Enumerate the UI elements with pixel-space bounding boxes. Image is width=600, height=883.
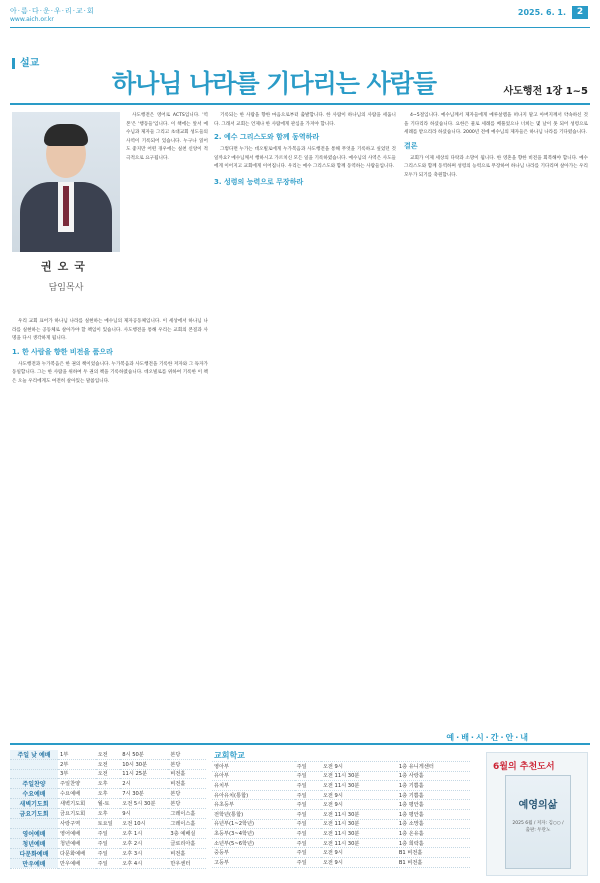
- school-day: 주일: [295, 771, 321, 781]
- school-time: 오전 11시 30분: [321, 829, 397, 839]
- school-day: 주일: [295, 819, 321, 829]
- schedule-label: 예·배·시·간·안·내: [446, 733, 530, 742]
- worship-group: 청년예배: [10, 838, 58, 848]
- school-time: 오전 11시 30분: [321, 838, 397, 848]
- school-day: 주일: [295, 781, 321, 791]
- page-header: [0, 0, 600, 48]
- worship-name: 만우예배: [58, 858, 96, 868]
- worship-time: 2시: [120, 779, 168, 789]
- worship-row: [10, 789, 206, 799]
- worship-group: 주일찬양: [10, 779, 58, 789]
- worship-time: 오후 1시: [120, 828, 168, 838]
- worship-place: 비전홀: [168, 769, 206, 779]
- scripture-reference: 사도행전 1장 1~5: [503, 86, 588, 97]
- book-cover: [505, 775, 571, 869]
- school-time: 오전 11시 30분: [321, 819, 397, 829]
- col2-top: 기록되는 한 사람을 향한 마음으로부터 출발합니다. 한 사람이 하나님의 사람을 세웁니다. 그래서 교회는 언제나 한 사람에게 관심을 가져야 합니다.: [214, 113, 396, 127]
- school-place: 1층 기쁨홀: [397, 790, 470, 800]
- worship-day: 주일: [96, 848, 121, 858]
- issue-date: 2025. 6. 1.: [517, 8, 566, 17]
- church-school-heading: 교회학교: [212, 750, 470, 762]
- worship-name: 주일찬양: [58, 779, 96, 789]
- col1-paragraph: 우리 교회 표어가 하나님 나라를 실현하는 예수님의 제자공동체입니다. 이 세상에서 하나님 나라를 실현하는 공동체로 살아가야 할 책임이 있습니다. 사도행전을 통해 우리는 교회의 본질과 사명을 다시 생각하게 됩니다.: [12, 319, 208, 342]
- col1-body: 사도행전과 누가복음은 한 권의 책이었습니다. 누가복음과 사도행전을 기록한 저자와 그 독자가 동일합니다. 그는 한 사람을 위하여 두 권의 책을 기록하였습니다. 데오빌로를 위하여 기록한 이 책은 오늘 우리에게도 여전히 살아있는 말씀입니다.: [12, 361, 208, 384]
- school-row: [212, 800, 470, 810]
- school-row: [212, 781, 470, 791]
- worship-row: [10, 819, 206, 829]
- worship-row: [10, 838, 206, 848]
- worship-time: 8시 50분: [120, 750, 168, 760]
- worship-day: 오전: [96, 769, 121, 779]
- worship-day: 주일: [96, 858, 121, 868]
- school-day: 주일: [295, 790, 321, 800]
- worship-place: 본당: [168, 789, 206, 799]
- header-divider: [10, 27, 590, 28]
- subheading-2: 2. 예수 그리스도와 함께 동역하라: [214, 133, 320, 142]
- school-dept: 유년부(1~2학년): [212, 819, 295, 829]
- school-day: 주일: [295, 762, 321, 772]
- school-day: 주일: [295, 838, 321, 848]
- school-place: 1층 평안홀: [397, 800, 470, 810]
- worship-group: 주일 낮 예배: [10, 750, 58, 760]
- worship-row: [10, 848, 206, 858]
- photo-hair: [44, 124, 88, 146]
- site-url[interactable]: www.aich.or.kr: [10, 16, 54, 23]
- conclusion-heading: 결론: [404, 141, 418, 150]
- title-divider: [10, 103, 590, 105]
- worship-place: 비전홀: [168, 848, 206, 858]
- school-dept: 유아부: [212, 771, 295, 781]
- worship-time: 오후 4시: [120, 858, 168, 868]
- school-dept: 소년부(5~6학년): [212, 838, 295, 848]
- school-place: B1 비전홀: [397, 857, 470, 867]
- school-place: 1층 소망홀: [397, 819, 470, 829]
- book-title: 예영의삶: [518, 800, 558, 811]
- school-row: [212, 771, 470, 781]
- pastor-name-box: [12, 252, 120, 310]
- worship-name: 2부: [58, 760, 96, 770]
- col3-end: 교회가 이제 세상의 다락과 소망이 됩니다. 한 영혼을 향한 비전을 회복해야 합니다. 예수 그리스도와 함께 동역하며 성령의 능력으로 무장하여 하나님 나라를 기다리며 살아가는 우리 모두가 되기를 축원합니다.: [404, 155, 588, 178]
- school-day: 주일: [295, 800, 321, 810]
- worship-day: 토요일: [96, 819, 121, 829]
- worship-schedule-table: [10, 750, 206, 869]
- worship-name: 3부: [58, 769, 96, 779]
- school-time: 오전 9시: [321, 857, 397, 867]
- church-school-table: [212, 750, 470, 868]
- school-time: 오전 9시: [321, 790, 397, 800]
- schedule-divider: [10, 743, 590, 745]
- col3-body: 4~5절입니다. 예수님께서 제자들에게 예루살렘을 떠나지 말고 아버지께서 약속하신 것을 기다리라 하셨습니다. 요한은 물로 세례를 베풀었으나 너희는 몇 날이 못 되어 성령으로 세례를 받으리라 하셨습니다. 2000년 전에 예수님의 제자들은 하나님 나라를 기다렸습니다.: [404, 113, 588, 136]
- sermon-title: 하나님 나라를 기다리는 사람들: [112, 69, 437, 98]
- worship-day: 오후: [96, 789, 121, 799]
- book-label: 6월의 추천도서: [493, 762, 555, 772]
- book-info: 2025 6월 / 저자: 김○○ / 출판: 두란노: [512, 821, 564, 833]
- worship-day: 주일: [96, 828, 121, 838]
- school-row: [212, 762, 470, 772]
- pastor-name: 권오국: [41, 260, 91, 273]
- school-time: 오전 11시 30분: [321, 781, 397, 791]
- worship-day: 오전: [96, 760, 121, 770]
- brand-name: 아·름·다·운·우·리·교·회: [10, 7, 95, 15]
- worship-place: 만우센터: [168, 858, 206, 868]
- school-day: 주일: [295, 829, 321, 839]
- worship-group: 다문화예배: [10, 848, 58, 858]
- worship-row: [10, 769, 206, 779]
- worship-time: 7시 30분: [120, 789, 168, 799]
- worship-row: [10, 779, 206, 789]
- school-day: 주일: [295, 809, 321, 819]
- recommended-book[interactable]: [486, 752, 588, 876]
- worship-time: 오후 2시: [120, 838, 168, 848]
- school-dept: 영아부: [212, 762, 295, 772]
- worship-place: 그레이스홀: [168, 819, 206, 829]
- worship-row: [10, 799, 206, 809]
- worship-day: 오후: [96, 779, 121, 789]
- school-place: 1층 온유홀: [397, 829, 470, 839]
- school-dept: 초등부(3~4학년): [212, 829, 295, 839]
- worship-time: 10시 30분: [120, 760, 168, 770]
- school-place: 1층 희락홀: [397, 838, 470, 848]
- worship-group: 영어예배: [10, 828, 58, 838]
- school-dept: 유치부: [212, 781, 295, 791]
- school-dept: 중등부: [212, 848, 295, 858]
- worship-group: 만우예배: [10, 858, 58, 868]
- column-1: [12, 318, 208, 387]
- worship-place: 본당: [168, 799, 206, 809]
- school-time: 오전 11시 30분: [321, 809, 397, 819]
- worship-time: 오전 10시: [120, 819, 168, 829]
- column-2: [214, 112, 396, 191]
- worship-row: [10, 809, 206, 819]
- subheading-3: 3. 성령의 능력으로 무장하라: [214, 177, 304, 186]
- pastor-photo: [12, 112, 120, 252]
- column-3: [404, 112, 588, 181]
- school-time: 오전 9시: [321, 800, 397, 810]
- worship-place: 본당: [168, 750, 206, 760]
- school-place: 1층 기쁨홀: [397, 781, 470, 791]
- school-row: [212, 829, 470, 839]
- worship-group: 수요예배: [10, 789, 58, 799]
- worship-name: 사랑구역: [58, 819, 96, 829]
- worship-place: 그레이스홀: [168, 809, 206, 819]
- worship-group: 금요기도회: [10, 809, 58, 819]
- worship-day: 오전: [96, 750, 121, 760]
- worship-name: 새벽기도회: [58, 799, 96, 809]
- worship-day: 주일: [96, 838, 121, 848]
- worship-time: 오후 3시: [120, 848, 168, 858]
- school-day: 주일: [295, 848, 321, 858]
- school-place: 1층 사랑홀: [397, 771, 470, 781]
- section-label: 설교: [12, 58, 39, 69]
- worship-name: 다문화예배: [58, 848, 96, 858]
- worship-row: [10, 760, 206, 770]
- worship-name: 금요기도회: [58, 809, 96, 819]
- schedule-header: [10, 732, 590, 746]
- pastor-role: 담임목사: [48, 283, 84, 293]
- worship-name: 수요예배: [58, 789, 96, 799]
- worship-row: [10, 828, 206, 838]
- school-dept: 유초등부: [212, 800, 295, 810]
- subheading-1: 1. 한 사람을 향한 비전을 품으라: [12, 347, 113, 356]
- school-row: [212, 857, 470, 867]
- worship-name: 1부: [58, 750, 96, 760]
- worship-group: [10, 769, 58, 779]
- school-dept: 전학년(통합): [212, 809, 295, 819]
- worship-name: 청년예배: [58, 838, 96, 848]
- worship-time: 9시: [120, 809, 168, 819]
- worship-group: 새벽기도회: [10, 799, 58, 809]
- school-time: 오전 9시: [321, 848, 397, 858]
- worship-row: [10, 750, 206, 760]
- school-dept: 고등부: [212, 857, 295, 867]
- worship-day: 오후: [96, 809, 121, 819]
- worship-day: 월-토: [96, 799, 121, 809]
- page-number: 2: [572, 6, 588, 19]
- photo-tie: [63, 186, 69, 226]
- worship-group: [10, 819, 58, 829]
- school-row: [212, 819, 470, 829]
- worship-place: 글로리아홀: [168, 838, 206, 848]
- worship-time: 11시 25분: [120, 769, 168, 779]
- school-place: 1층 평안홀: [397, 809, 470, 819]
- school-time: 오전 9시: [321, 762, 397, 772]
- worship-place: 비전홀: [168, 779, 206, 789]
- school-place: 1층 유니게센터: [397, 762, 470, 772]
- school-time: 오전 11시 30분: [321, 771, 397, 781]
- col2-body: 그렇다면 누가는 데오빌로에게 누가복음과 사도행전을 통해 무엇을 기록하고 싶었던 것일까요? 예수님께서 행하시고 가르치신 모든 일을 기록하였습니다. 예수님의 사역은 사도들에게 이어지고 교회에게 이어집니다. 우리는 예수 그리스도와 함께 동역하는 사람들입니다.: [214, 147, 396, 170]
- worship-place: 본당: [168, 760, 206, 770]
- school-dept: 유아유치(통합): [212, 790, 295, 800]
- school-row: [212, 809, 470, 819]
- worship-place: 3층 예배실: [168, 828, 206, 838]
- worship-name: 영어예배: [58, 828, 96, 838]
- worship-group: [10, 760, 58, 770]
- intro-paragraph: 사도행전은 영어로 ACTS입니다. '역본'은 '행동들'입니다. 이 책에는 앞서 예수님과 제자들 그리고 초대교회 성도들의 사역이 기록되어 있습니다. 누구나 읽어도 좋지만 어떤 경우에는 실천 신앙이 적극적으로 요구됩니다.: [126, 113, 208, 161]
- worship-row: [10, 858, 206, 868]
- column-1-intro: [126, 112, 208, 164]
- school-place: B1 비전홀: [397, 848, 470, 858]
- school-row: [212, 838, 470, 848]
- school-row: [212, 790, 470, 800]
- worship-time: 오전 5시 30분: [120, 799, 168, 809]
- school-row: [212, 848, 470, 858]
- school-day: 주일: [295, 857, 321, 867]
